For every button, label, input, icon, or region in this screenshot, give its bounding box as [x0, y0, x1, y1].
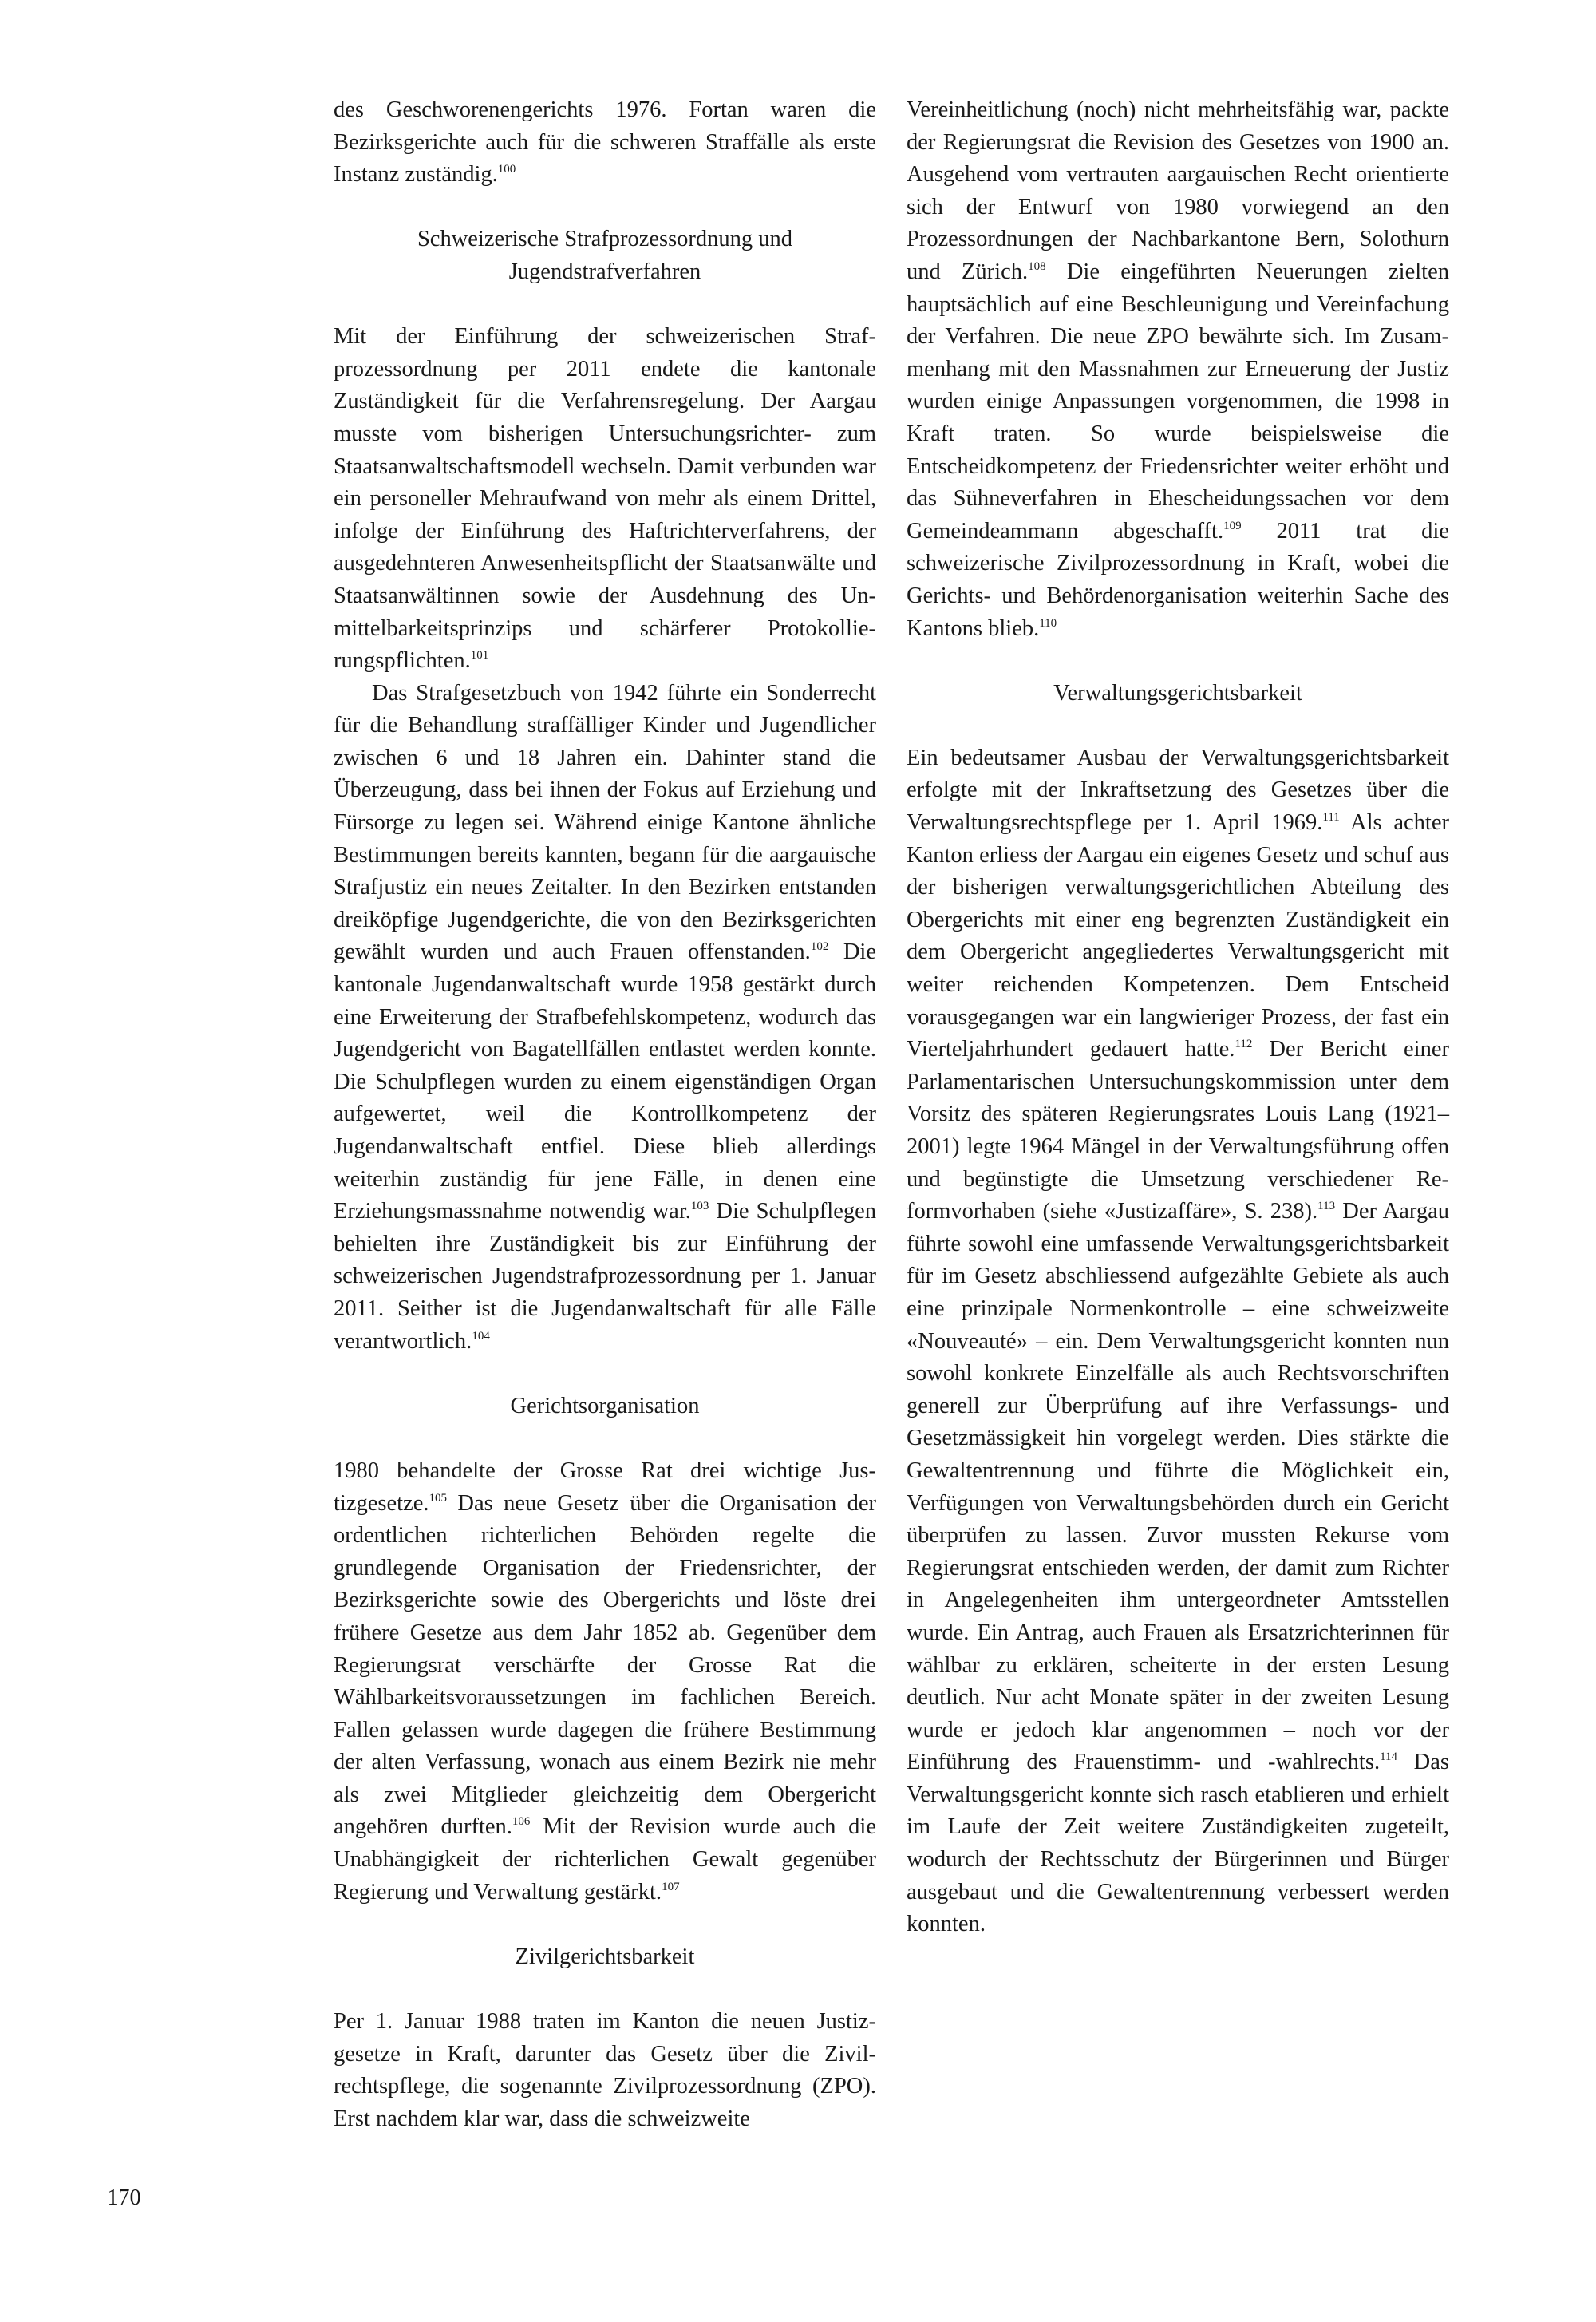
footnote-ref: 111 [1322, 811, 1340, 825]
footnote-ref: 109 [1223, 519, 1242, 532]
footnote-ref: 100 [497, 163, 516, 176]
paragraph: Das Strafgesetzbuch von 1942 führte ein Sonderrecht für die Behandlung straffälliger Kinder und Jugendlicher zwischen 6 und 18 Jahren ein. Dahinter stand die Überzeugung, dass bei ihnen der Fokus auf Erziehung und Fürsorge zu legen sei. Während einige Kantone ähnliche Bestimmungen bereits kannten, begann für die aargauische Strafjustiz ein neues Zeitalter. In den Bezirken entstanden dreiköpfige Jugendgerichte, die von den Bezirksgerichten gewählt wurden und auch Frauen offenstanden.$^{102}$ Die kantonale Jugendanwaltschaft wurde 1958 gestärkt durch eine Erweiterung der Strafbefehlskompetenz, wodurch das Jugendgericht von Bagatellfällen entlastet werden konnte. Die Schulpflegen wurden zu einem eigenständigen Organ aufgewertet, weil die Kontrollkompetenz der Jugendanwaltschaft entfiel. Diese blieb allerdings weiterhin zuständig für jene Fälle, in denen eine Erziehungsmassnahme notwendig war.$^{103}$ Die Schulpflegen behielten ihre Zuständigkeit bis zur Einführung der schweizerischen Jugendstrafprozessordnung per 1. Januar 2011. Seither ist die Jugendanwaltschaft für alle Fälle verantwortlich.$^{104}$ [334, 680, 876, 1354]
paragraph: Ein bedeutsamer Ausbau der Verwaltungsgerichtsbarkeit erfolgte mit der Inkraftsetzung des Gesetzes über die Verwaltungsrechtspflege per 1. April 1969.$^{111}$ Als achter Kanton erliess der Aargau ein eigenes Gesetz und schuf aus der bisherigen verwaltungsgerichtlichen Abteilung des Obergerichts mit einer eng begrenzten Zuständigkeit ein dem Obergericht angegliedertes Verwaltungsgericht mit weiter reichenden Kompetenzen. Dem Entscheid vorausgegangen war ein langwieriger Prozess, der fast ein Vierteljahrhundert gedauert hatte.$^{112}$ Der Bericht einer Parlamentarischen Untersuchungskommission unter dem Vorsitz des späteren Regierungsrates Louis Lang (1921–2001) legte 1964 Mängel in der Verwaltungsführung offen und begünstigte die Umsetzung verschiedener Reformvorhaben (siehe «Justizaffäre», S. 238).$^{113}$ Der Aargau führte sowohl eine umfassende Verwaltungsgerichtsbarkeit für im Gesetz abschliessend aufgezählte Gebiete als auch eine prinzipale Normenkontrolle – eine schweizweite «Nouveauté» – ein. Dem Verwaltungsgericht konnten nun sowohl konkrete Einzelfälle als auch Rechtsvorschriften generell zur Überprüfung auf ihre Verfassungs- und Gesetzmässigkeit hin vorgelegt werden. Dies stärkte die Gewaltentrennung und führte die Möglichkeit ein, Verfügungen von Verwaltungsbehörden durch ein Gericht überprüfen zu lassen. Zuvor mussten Rekurse vom Regierungsrat entschieden werden, der damit zum Richter in Angelegenheiten ihm untergeordneter Amtsstellen wurde. Ein Antrag, auch Frauen als Ersatzrichterinnen für wählbar zu erklären, scheiterte in der ersten Lesung deutlich. Nur acht Monate später in der zweiten Lesung wurde er jedoch klar angenommen – noch vor der Einführung des Frauenstimm- und -wahlrechts.$^{114}$ Das Verwaltungsgericht konnte sich rasch etablieren und erhielt im Laufe der Zeit weitere Zuständigkeiten zugeteilt, wodurch der Rechtsschutz der Bürgerinnen und Bürger ausgebaut und die Gewaltentrennung verbessert werden konnten. [907, 745, 1450, 1937]
section-heading: Schweizerische Strafprozessordnung und Jugendstrafverfahren [417, 227, 793, 284]
footnote-ref: 107 [662, 1880, 680, 1893]
left-column [334, 94, 876, 2135]
paragraph: Vereinheitlichung (noch) nicht mehrheitsfähig war, packte der Regierungsrat die Revision des Gesetzes von 1900 an. Ausgehend vom vertrauten aargauischen Recht orientierte sich der Entwurf von 1980 vorwiegend an den Prozessordnungen der Nachbarkantone Bern, Solothurn und Zürich.$^{108}$ Die eingeführten Neuerungen zielten hauptsächlich auf eine Beschleunigung und Vereinfachung der Verfahren. Die neue ZPO bewährte sich. Im Zusammenhang mit den Massnahmen zur Erneuerung der Justiz wurden einige Anpassungen vorgenommen, die 1998 in Kraft traten. So wurde beispielsweise die Entscheidkompetenz der Friedensrichter weiter erhöht und das Sühneverfahren in Ehescheidungssachen vor dem Gemeindeammann abgeschafft.$^{109}$ 2011 trat die schweizerische Zivilprozessordnung in Kraft, wobei die Gerichts- und Behördenorganisation weiterhin Sache des Kantons blieb.$^{110}$ [907, 97, 1449, 641]
footnote-ref: 114 [1380, 1750, 1398, 1764]
section-heading: Verwaltungsgerichtsbarkeit [1053, 680, 1302, 706]
footnote-ref: 104 [472, 1329, 490, 1343]
footnote-ref: 108 [1028, 259, 1046, 273]
footnote-ref: 105 [429, 1491, 447, 1505]
paragraph: des Geschworenengerichts 1976. Fortan waren die Bezirksgerichte auch für die schweren Straffälle als erste Instanz zuständig.$^{100}$ [334, 97, 876, 188]
page-number: 170 [107, 2186, 141, 2210]
footnote-ref: 110 [1039, 616, 1057, 630]
paragraph: Mit der Einführung der schweizerischen Strafprozessordnung per 2011 endete die kantonale Zuständigkeit für die Verfahrensregelung. Der Aargau musste vom bisherigen Untersuchungsrichter- zum Staatsanwaltschaftsmodell wechseln. Damit verbunden war ein personeller Mehraufwand von mehr als einem Drittel, infolge der Einführung des Haftrichterverfahrens, der ausgedehnteren Anwesenheitspflicht der Staatsanwälte und Staatsanwältinnen sowie der Ausdehnung des Unmittelbarkeitsprinzips und schärferer Protokollierungspflichten.$^{101}$ [334, 324, 876, 674]
right-column [907, 94, 1449, 1941]
footnote-ref: 103 [690, 1200, 709, 1213]
paragraph: 1980 behandelte der Grosse Rat drei wichtige Justizgesetze.$^{105}$ Das neue Gesetz über die Organisation der ordentlichen richterlichen Behörden regelte die grundlegende Organisation der Friedensrichter, der Bezirksgerichte sowie des Obergerichts und löste drei frühere Gesetze aus dem Jahr 1852 ab. Gegenüber dem Regierungsrat verschärfte der Grosse Rat die Wählbarkeitsvoraussetzungen im fachlichen Bereich. Fallen gelassen wurde dagegen die frühere Bestimmung der alten Verfassung, wonach aus einem Bezirk nie mehr als zwei Mitglieder gleichzeitig dem Obergericht angehören durften.$^{106}$ Mit der Revision wurde auch die Unabhängigkeit der richterlichen Gewalt gegenüber Regierung und Verwaltung gestärkt.$^{107}$ [334, 1458, 876, 1905]
footnote-ref: 106 [512, 1815, 531, 1829]
footnote-ref: 112 [1235, 1038, 1253, 1051]
paragraph: Per 1. Januar 1988 traten im Kanton die neuen Justizgesetze in Kraft, darunter das Gesetz über die Zivilrechtspflege, die sogenannte Zivilprozessordnung (ZPO). Erst nachdem klar war, dass die schweizweite [334, 2009, 876, 2131]
section-heading: Zivilgerichtsbarkeit [515, 1944, 695, 1969]
footnote-ref: 113 [1317, 1200, 1336, 1213]
section-heading: Gerichtsorganisation [510, 1393, 700, 1418]
footnote-ref: 101 [470, 649, 489, 663]
footnote-ref: 102 [810, 940, 829, 954]
